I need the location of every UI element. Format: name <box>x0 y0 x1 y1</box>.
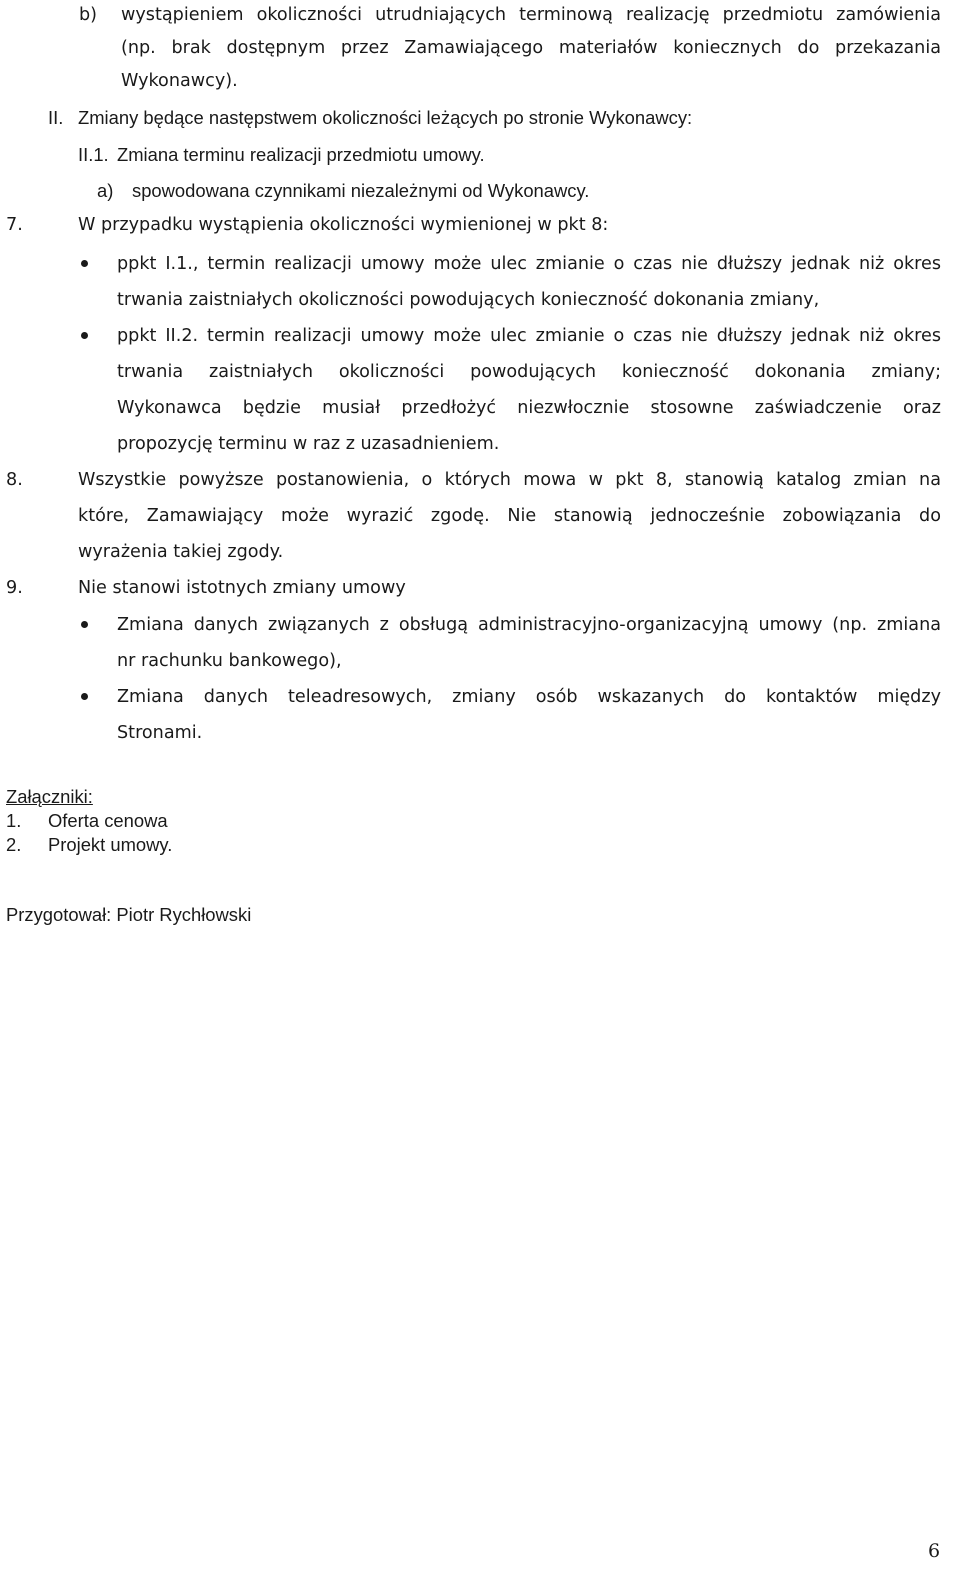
prepared-by: Przygotował: Piotr Rychłowski <box>6 904 252 925</box>
point-9-bullet-2-line-2: Stronami. <box>117 723 203 743</box>
point-9-marker: 9. <box>6 578 23 598</box>
section-ii-1-marker: II.1. <box>78 144 109 165</box>
attachment-1-text: Oferta cenowa <box>48 810 168 831</box>
bullet-icon <box>81 260 88 267</box>
section-ii-heading: Zmiany będące następstwem okoliczności leżących po stronie Wykonawcy: <box>78 107 693 128</box>
attachment-2-text: Projekt umowy. <box>48 834 173 855</box>
section-b-line-1: wystąpieniem okoliczności utrudniających terminową realizację przedmiotu zamówienia <box>121 5 941 25</box>
point-7-bullet-2-line-2: trwania zaistniałych okoliczności powodujących konieczność dokonania zmiany; <box>117 362 941 382</box>
point-7-bullet-1-line-2: trwania zaistniałych okoliczności powodujących konieczność dokonania zmiany, <box>117 290 820 310</box>
point-8-marker: 8. <box>6 470 23 490</box>
section-b-line-2: (np. brak dostępnym przez Zamawiającego materiałów koniecznych do przekazania <box>121 38 941 58</box>
point-9-bullet-1-line-1: Zmiana danych związanych z obsługą administracyjno-organizacyjną umowy (np. zmiana <box>117 615 941 635</box>
point-7-bullet-2-line-3: Wykonawca będzie musiał przedłożyć niezwłocznie stosowne zaświadczenie oraz <box>117 398 941 418</box>
point-7-heading: W przypadku wystąpienia okoliczności wymienionej w pkt 8: <box>78 215 609 235</box>
point-7-bullet-2-line-1: ppkt II.2. termin realizacji umowy może ulec zmianie o czas nie dłuższy jednak niż okres <box>117 326 941 346</box>
bullet-icon <box>81 332 88 339</box>
attachment-1-marker: 1. <box>6 810 22 831</box>
attachments-heading: Załączniki: <box>6 786 93 807</box>
bullet-icon <box>81 693 88 700</box>
point-9-heading: Nie stanowi istotnych zmiany umowy <box>78 578 406 598</box>
section-ii-1-a-marker: a) <box>97 180 114 201</box>
point-8-line-3: wyrażenia takiej zgody. <box>78 542 284 562</box>
section-b-line-3: Wykonawcy). <box>121 71 238 91</box>
point-9-bullet-1-line-2: nr rachunku bankowego), <box>117 651 342 671</box>
section-b-marker: b) <box>79 5 98 25</box>
point-7-bullet-2-line-4: propozycję terminu w raz z uzasadnieniem. <box>117 434 500 454</box>
attachment-2-marker: 2. <box>6 834 22 855</box>
page-number: 6 <box>928 1540 941 1562</box>
point-8-line-1: Wszystkie powyższe postanowienia, o których mowa w pkt 8, stanowią katalog zmian na <box>78 470 941 490</box>
section-ii-1-text: Zmiana terminu realizacji przedmiotu umowy. <box>117 144 485 165</box>
section-ii-marker: II. <box>48 107 64 128</box>
point-7-marker: 7. <box>6 215 23 235</box>
point-7-bullet-1-line-1: ppkt I.1., termin realizacji umowy może ulec zmianie o czas nie dłuższy jednak niż okres <box>117 254 941 274</box>
bullet-icon <box>81 621 88 628</box>
point-8-line-2: które, Zamawiający może wyrazić zgodę. Nie stanowią jednocześnie zobowiązania do <box>78 506 941 526</box>
section-ii-1-a-text: spowodowana czynnikami niezależnymi od Wykonawcy. <box>132 180 590 201</box>
point-9-bullet-2-line-1: Zmiana danych teleadresowych, zmiany osób wskazanych do kontaktów między <box>117 687 941 707</box>
